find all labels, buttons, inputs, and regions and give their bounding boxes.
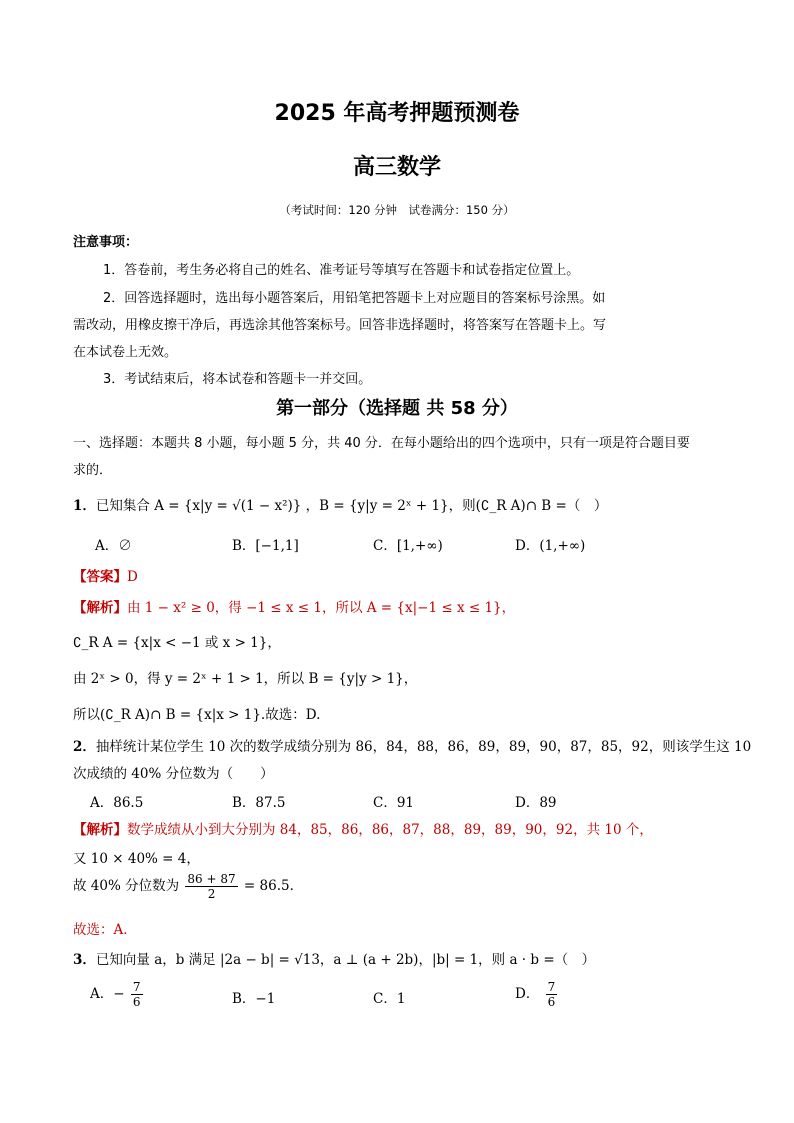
q1-option-a: A．∅	[95, 538, 132, 554]
fraction	[185, 872, 237, 901]
option-label: A．−	[90, 986, 125, 1002]
option-label: D．	[515, 986, 540, 1002]
question-stem: 已知集合 A = {x|y = √(1 − x²)} ，B = {y|y = 2ˣ + 1}，则(∁_R A)∩ B =（ ）	[95, 498, 608, 514]
q2-analysis-line-1	[73, 818, 653, 838]
question-2-line-1	[73, 735, 751, 755]
question-number: 2．	[73, 739, 96, 755]
notice-item-2-line-3: 在本试卷上无效。	[73, 345, 178, 360]
q1-analysis-line-2: ∁_R A = {x|x < −1 或 x > 1}，	[73, 635, 281, 651]
fraction-numerator: 7	[132, 980, 141, 994]
section-intro-line-1: 一、选择题：本题共 8 小题，每小题 5 分，共 40 分．在每小题给出的四个选项中，只有一项是符合题目要	[73, 436, 690, 451]
q1-option-d: D．(1,+∞)	[515, 538, 586, 554]
q2-option-a: A．86.5	[90, 795, 144, 811]
q1-analysis-line-4: 所以(∁_R A)∩ B = {x|x > 1}.故选：D.	[73, 707, 321, 723]
fraction-denominator: 2	[207, 887, 216, 901]
notice-item-2-line-1: 2．回答选择题时，选出每小题答案后，用铅笔把答题卡上对应题目的答案标号涂黑。如	[103, 291, 606, 306]
analysis-text: 由 1 − x² ≥ 0，得 −1 ≤ x ≤ 1，所以 A = {x|−1 ≤ x ≤ 1}，	[127, 600, 516, 616]
fraction	[131, 980, 143, 1009]
q2-option-d: D．89	[515, 795, 557, 811]
answer-value: D	[127, 569, 138, 585]
fraction	[546, 980, 558, 1009]
section-intro-line-2: 求的．	[73, 463, 113, 478]
q2-option-c: C．91	[373, 795, 415, 811]
notice-item-3: 3．考试结束后，将本试卷和答题卡一并交回。	[103, 372, 372, 387]
q2-analysis-line-2: 又 10 × 40% = 4，	[73, 851, 200, 867]
analysis-text-pre: 故 40% 分位数为	[73, 878, 180, 894]
analysis-text: 数学成绩从小到大分别为 84，85，86，86，87，88，89，89，90，92，共 10 个，	[127, 822, 653, 838]
question-number: 3．	[73, 952, 96, 968]
question-3	[73, 948, 595, 968]
exam-subject: 高三数学	[352, 155, 441, 180]
question-2-line-2: 次成绩的 40% 分位数为（ ）	[73, 766, 274, 782]
fraction-denominator: 6	[547, 995, 556, 1009]
answer-label: 【答案】	[73, 569, 127, 585]
notice-heading: 注意事项：	[73, 235, 139, 250]
exam-title: 2025 年高考押题预测卷	[274, 101, 520, 126]
question-stem: 抽样统计某位学生 10 次的数学成绩分别为 86，84，88，86，89，89，90，87，85，92，则该学生这 10	[95, 739, 752, 755]
q1-analysis-line-3: 由 2ˣ > 0，得 y = 2ˣ + 1 > 1，所以 B = {y|y > 1}，	[73, 671, 418, 687]
question-1	[73, 494, 607, 514]
notice-item-1: 1．答卷前，考生务必将自己的姓名、准考证号等填写在答题卡和试卷指定位置上。	[103, 263, 580, 278]
q3-option-a	[90, 980, 145, 1009]
fraction-denominator: 6	[132, 995, 141, 1009]
analysis-label: 【解析】	[73, 822, 127, 838]
section-title: 第一部分（选择题 共 58 分）	[276, 398, 518, 419]
q1-analysis-line-1	[73, 596, 515, 616]
exam-info: （考试时间：120 分钟 试卷满分：150 分）	[279, 203, 515, 217]
q1-answer	[73, 565, 138, 585]
notice-item-2-line-2: 需改动，用橡皮擦干净后，再选涂其他答案标号。回答非选择题时，将答案写在答题卡上。写	[73, 318, 607, 333]
q3-option-d	[515, 980, 559, 1009]
q3-option-b: B．−1	[232, 991, 276, 1007]
q3-option-c: C．1	[373, 991, 406, 1007]
analysis-label: 【解析】	[73, 600, 127, 616]
q2-analysis-line-3	[73, 872, 303, 901]
question-number: 1．	[73, 498, 96, 514]
q1-option-c: C．[1,+∞)	[373, 538, 443, 554]
q1-option-b: B．[−1,1]	[232, 538, 299, 554]
fraction-numerator: 86 + 87	[187, 872, 236, 886]
analysis-text-post: = 86.5．	[243, 878, 304, 894]
q2-option-b: B．87.5	[232, 795, 286, 811]
question-stem: 已知向量 a，b 满足 |2a − b| = √13，a ⊥ (a + 2b)，|b| = 1，则 a · b =（ ）	[95, 952, 596, 968]
fraction-numerator: 7	[547, 980, 556, 994]
q2-conclusion: 故选：A．	[73, 922, 137, 938]
